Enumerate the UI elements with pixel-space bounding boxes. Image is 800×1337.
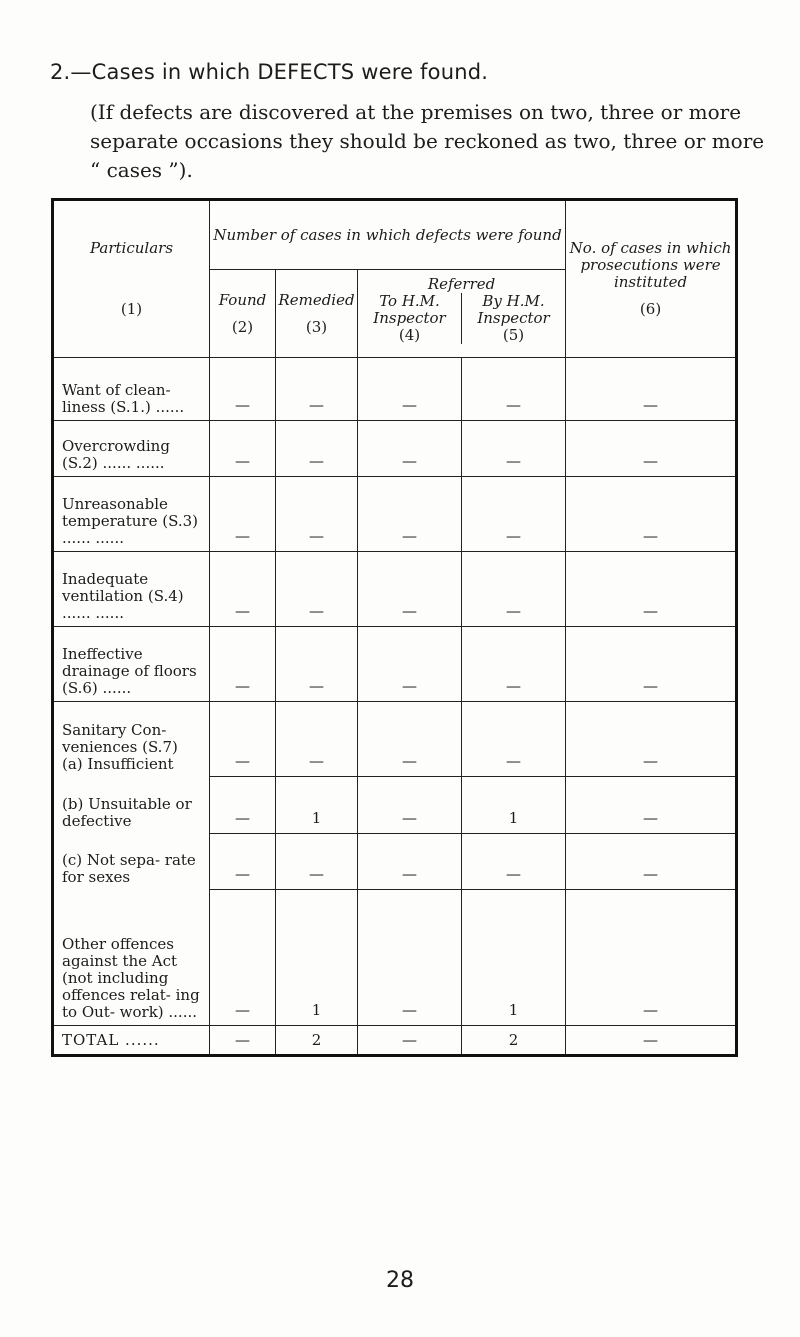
row-to-hm: — (358, 358, 462, 421)
header-by-hm (461, 293, 565, 344)
row-remedied: — (276, 421, 358, 477)
total-found: — (210, 1026, 276, 1056)
section-note: (If defects are discovered at the premises on two, three or more separate occasions they should be reckoned as two, three or more “ cases ”). (90, 100, 765, 182)
row-remedied: — (276, 552, 358, 627)
header-to-hm (358, 293, 461, 344)
row-particulars: Inadequate ventilation (S.4) ...... ...... (53, 552, 210, 627)
total-to-hm: — (358, 1026, 462, 1056)
row-found: — (210, 702, 276, 777)
table-row (53, 552, 737, 627)
header-to-hm-num: (4) (398, 326, 421, 344)
header-referred-label: Referred (427, 275, 496, 293)
row-prosecutions: — (566, 627, 737, 702)
row-found: — (210, 627, 276, 702)
row-remedied: — (276, 477, 358, 552)
defects-table (51, 198, 738, 1057)
header-number-group: Number of cases in which defects were found (210, 200, 566, 270)
row-remedied: 1 (276, 777, 358, 834)
header-remedied (276, 270, 358, 358)
header-by-hm-label: By H.M. Inspector (477, 292, 550, 327)
row-to-hm: — (358, 890, 462, 1026)
header-found-num: (2) (231, 317, 254, 336)
header-particulars (53, 200, 210, 358)
section-heading: 2.—Cases in which DEFECTS were found. (50, 60, 489, 84)
header-prosecutions-label: No. of cases in which prosecutions were instituted (569, 239, 732, 291)
row-by-hm: 1 (462, 777, 566, 834)
row-to-hm: — (358, 627, 462, 702)
table-row (53, 702, 737, 777)
row-particulars: Ineffective drainage of floors (S.6) ...... (53, 627, 210, 702)
table-row (53, 777, 737, 834)
row-particulars: Sanitary Con- veniences (S.7) (a) Insufficient (53, 702, 210, 777)
row-found: — (210, 890, 276, 1026)
row-particulars: (b) Unsuitable or defective (53, 777, 210, 834)
row-to-hm: — (358, 834, 462, 890)
row-found: — (210, 477, 276, 552)
header-remedied-label: Remedied (278, 290, 355, 309)
row-by-hm: — (462, 552, 566, 627)
row-particulars: Overcrowding (S.2) ...... ...... (53, 421, 210, 477)
total-prosecutions: — (566, 1026, 737, 1056)
table-row (53, 477, 737, 552)
header-by-hm-num: (5) (502, 326, 525, 344)
row-remedied: — (276, 702, 358, 777)
header-to-hm-label: To H.M. Inspector (373, 292, 446, 327)
row-prosecutions: — (566, 834, 737, 890)
row-prosecutions: — (566, 890, 737, 1026)
total-row (53, 1026, 737, 1056)
row-found: — (210, 421, 276, 477)
row-found: — (210, 552, 276, 627)
row-prosecutions: — (566, 702, 737, 777)
row-particulars: (c) Not sepa- rate for sexes (53, 834, 210, 890)
row-found: — (210, 834, 276, 890)
row-to-hm: — (358, 777, 462, 834)
row-by-hm: — (462, 477, 566, 552)
row-by-hm: — (462, 627, 566, 702)
row-to-hm: — (358, 477, 462, 552)
row-remedied: — (276, 834, 358, 890)
row-prosecutions: — (566, 777, 737, 834)
header-particulars-num: (1) (120, 300, 143, 318)
page-number: 28 (386, 1268, 414, 1293)
row-prosecutions: — (566, 358, 737, 421)
total-by-hm: 2 (462, 1026, 566, 1056)
header-found (210, 270, 276, 358)
row-by-hm: — (462, 834, 566, 890)
row-remedied: — (276, 358, 358, 421)
table-row (53, 421, 737, 477)
total-remedied: 2 (276, 1026, 358, 1056)
total-particulars: TOTAL ...... (53, 1026, 210, 1056)
row-by-hm: — (462, 358, 566, 421)
header-referred-subcols (358, 293, 565, 344)
row-remedied: — (276, 627, 358, 702)
row-by-hm: — (462, 421, 566, 477)
row-particulars: Other offences against the Act (not including offences relat- ing to Out- work) ...... (53, 890, 210, 1026)
row-prosecutions: — (566, 421, 737, 477)
table-row (53, 627, 737, 702)
header-row-1 (53, 200, 737, 270)
header-remedied-num: (3) (305, 317, 328, 336)
row-prosecutions: — (566, 552, 737, 627)
row-prosecutions: — (566, 477, 737, 552)
row-particulars: Unreasonable temperature (S.3) ...... ...... (53, 477, 210, 552)
header-referred (358, 270, 566, 358)
row-found: — (210, 777, 276, 834)
row-by-hm: 1 (462, 890, 566, 1026)
header-prosecutions-num: (6) (639, 300, 662, 318)
table-row (53, 358, 737, 421)
header-prosecutions (566, 200, 737, 358)
header-found-label: Found (218, 290, 267, 309)
table-row (53, 834, 737, 890)
header-particulars-label: Particulars (89, 239, 174, 257)
row-by-hm: — (462, 702, 566, 777)
row-to-hm: — (358, 702, 462, 777)
row-particulars: Want of clean- liness (S.1.) ...... (53, 358, 210, 421)
table-row (53, 890, 737, 1026)
row-to-hm: — (358, 421, 462, 477)
row-remedied: 1 (276, 890, 358, 1026)
row-to-hm: — (358, 552, 462, 627)
row-found: — (210, 358, 276, 421)
